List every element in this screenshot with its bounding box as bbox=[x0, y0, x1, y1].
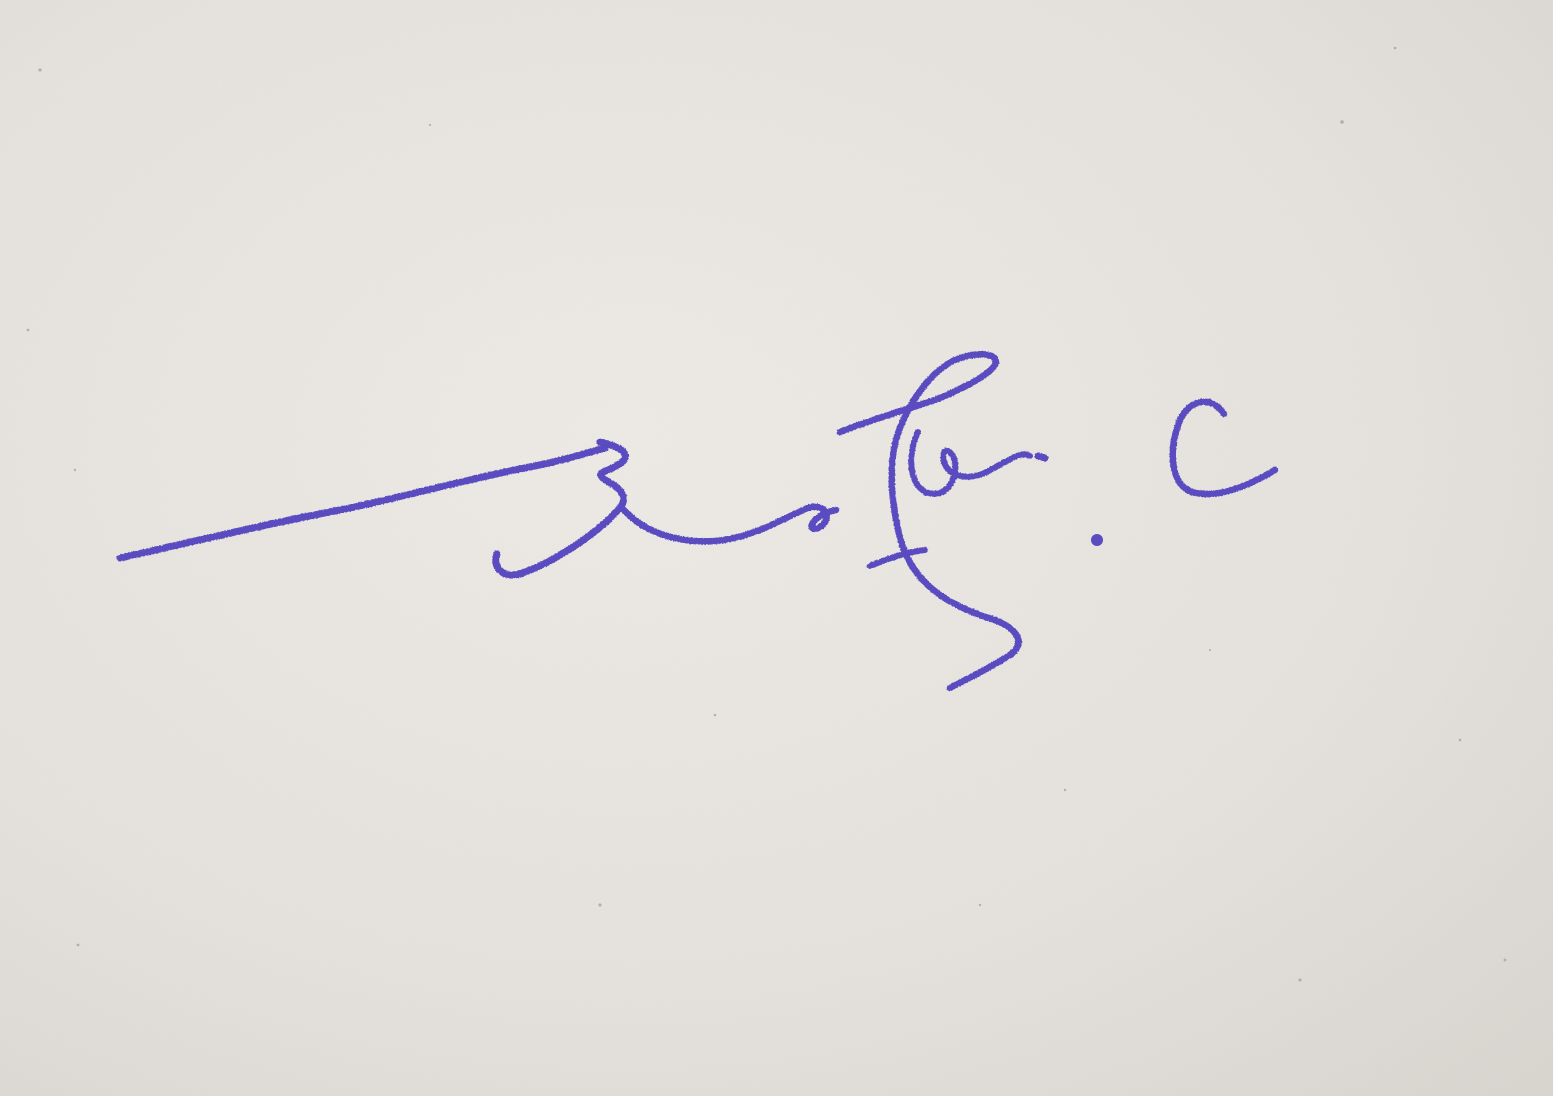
signature-stroke-dot-upper bbox=[1038, 456, 1045, 458]
signature-dot-lower bbox=[1091, 534, 1103, 546]
